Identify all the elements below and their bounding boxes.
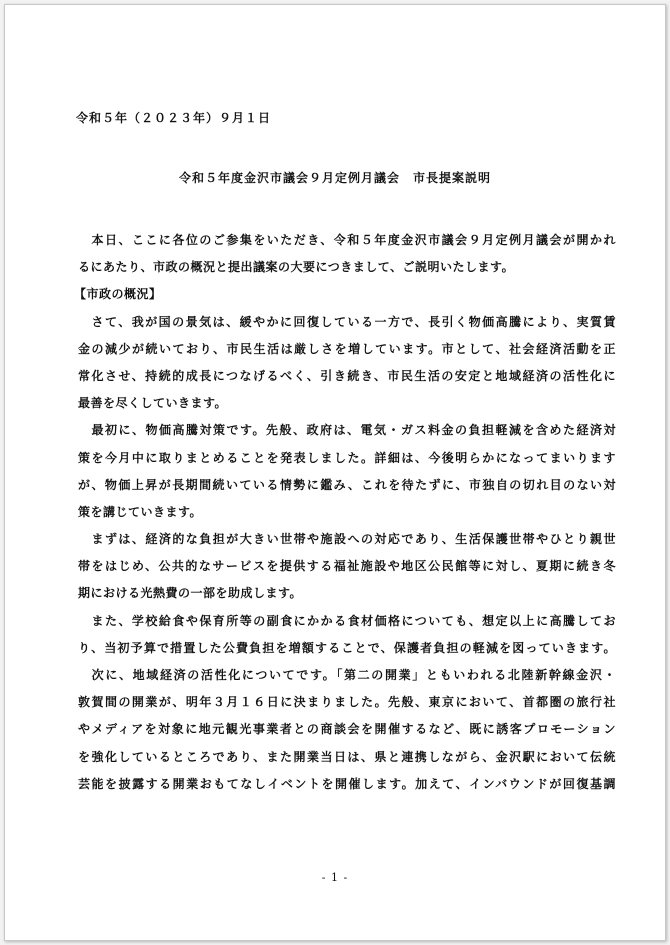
body-line: 次に、地域経済の活性化についてです。「第二の開業」ともいわれる北陸新幹線金沢・: [78, 668, 616, 682]
page-number: - 1 -: [321, 871, 349, 884]
body-line: るにあたり、市政の概況と提出議案の大要につきまして、ご説明いたします。: [78, 260, 515, 275]
body-line: 期における光熱費の一部を助成します。: [78, 586, 303, 601]
document-body: [74, 227, 616, 798]
body-line: 策を今月中に取りまとめることを発表しました。詳細は、今後明らかになってまいります: [78, 450, 616, 465]
body-line: また、学校給食や保育所等の副食にかかる食材価格についても、想定以上に高騰してお: [78, 613, 616, 628]
body-line: 常化させ、持続的成長につなげるべく、引き続き、市民生活の安定と地域経済の活性化に: [78, 368, 616, 383]
body-line: が、物価上昇が長期間続いている情勢に鑑み、これを待たずに、市独自の切れ目のない対: [78, 477, 616, 492]
document-date: 令和５年（２０２３年）９月１日: [76, 111, 272, 125]
body-line: やメディアを対象に地元観光事業者との商談会を開催するなど、既に誘客プロモーション: [78, 722, 616, 737]
document-page: [4, 4, 666, 941]
document-title: 令和５年度金沢市議会９月定例月議会 市長提案説明: [178, 171, 491, 185]
body-line: 帯をはじめ、公共的なサービスを提供する福祉施設や地区公民館等に対し、夏期に続き冬: [78, 559, 616, 574]
body-line: 金の減少が続いており、市民生活は厳しさを増しています。市として、社会経済活動を正: [78, 341, 616, 356]
section-heading: 【市政の概況】: [74, 287, 162, 302]
body-line: 策を講じていきます。: [78, 504, 203, 519]
body-line: 敦賀間の開業が、明年３月１６日に決まりました。先般、東京において、首都圏の旅行社: [78, 695, 616, 710]
body-line: 最初に、物価高騰対策です。先般、政府は、電気・ガス料金の負担軽減を含めた経済対: [78, 423, 616, 438]
body-line: り、当初予算で措置した公費負担を増額することで、保護者負担の軽減を図っていきます。: [78, 640, 616, 655]
body-line: を強化しているところであり、また開業当日は、県と連携しながら、金沢駅において伝統: [78, 749, 616, 764]
body-line: 芸能を披露する開業おもてなしイベントを開催します。加えて、インバウンドが回復基調: [78, 776, 616, 791]
body-line: 本日、ここに各位のご参集をいただき、令和５年度金沢市議会９月定例月議会が開かれ: [78, 233, 616, 247]
body-line: まずは、経済的な負担が大きい世帯や施設への対応であり、生活保護世帯やひとり親世: [78, 532, 616, 547]
body-line: さて、我が国の景気は、緩やかに回復している一方で、長引く物価高騰により、実質賃: [78, 314, 616, 329]
body-line: 最善を尽くしていきます。: [78, 396, 228, 411]
